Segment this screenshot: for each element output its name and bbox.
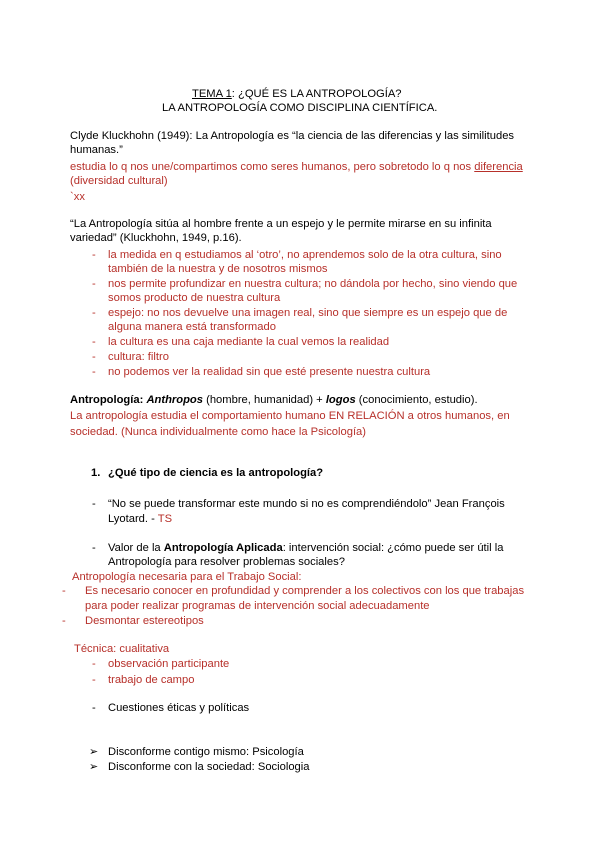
bullet-dash: - bbox=[92, 702, 96, 714]
espejo-bullet-1-line2: también de la nuestra y de nosotros mismos bbox=[108, 263, 328, 275]
kluckhohn-note-line2: (diversidad cultural) bbox=[70, 175, 168, 187]
aplicada-line2: Antropología para resolver problemas sociales? bbox=[108, 556, 345, 568]
espejo-bullet-5: cultura: filtro bbox=[108, 351, 169, 363]
lyotard-author: Lyotard. - bbox=[108, 513, 158, 525]
anthropos-meaning: (hombre, humanidad) + bbox=[203, 394, 326, 406]
ts-note: TS bbox=[157, 513, 173, 525]
bullet-dash: - bbox=[62, 615, 66, 627]
disconforme-item-1: Disconforme contigo mismo: Psicología bbox=[108, 746, 304, 758]
lyotard-quote-line1: “No se puede transformar este mundo si no es comprendiéndolo” Jean François bbox=[108, 498, 505, 510]
espejo-bullet-4: la cultura es una caja mediante la cual vemos la realidad bbox=[108, 336, 390, 348]
etimologia-line bbox=[70, 393, 478, 407]
logos-term: logos bbox=[325, 394, 356, 406]
kluckhohn-note-line1 bbox=[70, 160, 523, 174]
arrow-bullet-icon: ➢ bbox=[89, 746, 99, 758]
section-number: 1. bbox=[91, 467, 101, 479]
arrow-bullet-icon: ➢ bbox=[89, 761, 99, 773]
bullet-dash: - bbox=[92, 542, 96, 554]
anthropos-term: Anthropos bbox=[146, 394, 203, 406]
bullet-dash: - bbox=[92, 351, 96, 363]
aplicada-line1 bbox=[108, 541, 503, 555]
kluckhohn-quote-line2: humanas.” bbox=[70, 144, 123, 156]
bullet-dash: - bbox=[62, 585, 66, 597]
espejo-bullet-2-line2: somos producto de nuestra cultura bbox=[108, 292, 281, 304]
title-question: ¿QUÉ ES LA ANTROPOLOGÍA? bbox=[234, 88, 402, 100]
bullet-dash: - bbox=[92, 674, 96, 686]
trabajo-social-bullet-1-line1: Es necesario conocer en profundidad y comprender a los colectivos con los que trabajas bbox=[85, 585, 525, 597]
bullet-dash: - bbox=[92, 249, 96, 261]
lyotard-quote-line2 bbox=[108, 512, 172, 526]
espejo-bullet-1-line1: la medida en q estudiamos al ‘otro’, no aprendemos solo de la otra cultura, sino bbox=[108, 249, 502, 261]
bullet-dash: - bbox=[92, 658, 96, 670]
section-heading: ¿Qué tipo de ciencia es la antropología? bbox=[108, 467, 324, 479]
etimologia-label: Antropología: bbox=[70, 394, 147, 406]
tecnica-item-1: observación participante bbox=[108, 658, 230, 670]
trabajo-social-bullet-2: Desmontar estereotipos bbox=[85, 615, 204, 627]
eticas-item: Cuestiones éticas y políticas bbox=[108, 702, 250, 714]
espejo-bullet-3-line2: alguna manera está transformado bbox=[108, 321, 276, 333]
bullet-dash: - bbox=[92, 498, 96, 510]
etimologia-note-line2: sociedad. (Nunca individualmente como hace la Psicología) bbox=[70, 426, 367, 438]
tecnica-heading: Técnica: cualitativa bbox=[74, 643, 170, 655]
espejo-quote-line2: variedad” (Kluckhohn, 1949, p.16). bbox=[70, 232, 242, 244]
bullet-dash: - bbox=[92, 307, 96, 319]
aplicada-rest: : intervención social: ¿cómo puede ser útil la bbox=[282, 542, 504, 554]
tecnica-item-2: trabajo de campo bbox=[108, 674, 195, 686]
espejo-quote-line1: “La Antropología sitúa al hombre frente a un espejo y le permite mirarse en su infinita bbox=[70, 218, 492, 230]
espejo-bullet-2-line1: nos permite profundizar en nuestra cultura; no dándola por hecho, sino viendo que bbox=[108, 278, 518, 290]
aplicada-text: Valor de la bbox=[108, 542, 164, 554]
aplicada-term: Antropología Aplicada bbox=[163, 542, 283, 554]
note-text: estudia lo q nos une/compartimos como seres humanos, pero sobretodo lo q nos bbox=[70, 161, 475, 173]
tema-label: TEMA 1 bbox=[192, 88, 232, 100]
kluckhohn-quote-line1: Clyde Kluckhohn (1949): La Antropología es “la ciencia de las diferencias y las similitudes bbox=[70, 130, 515, 142]
trabajo-social-heading: Antropología necesaria para el Trabajo Social: bbox=[72, 571, 302, 583]
espejo-bullet-3-line1: espejo: no nos devuelve una imagen real, sino que siempre es un espejo que de bbox=[108, 307, 508, 319]
trabajo-social-bullet-1-line2: para poder realizar programas de intervención social adecuadamente bbox=[85, 600, 430, 612]
page-title bbox=[192, 87, 402, 101]
bullet-dash: - bbox=[92, 336, 96, 348]
disconforme-item-2: Disconforme con la sociedad: Sociologia bbox=[108, 761, 310, 773]
kluckhohn-note-line3: `xx bbox=[70, 191, 85, 203]
page-subtitle: LA ANTROPOLOGÍA COMO DISCIPLINA CIENTÍFICA. bbox=[162, 102, 438, 114]
etimologia-note-line1: La antropología estudia el comportamiento humano EN RELACIÓN a otros humanos, en bbox=[70, 410, 510, 422]
bullet-dash: - bbox=[92, 366, 96, 378]
bullet-dash: - bbox=[92, 278, 96, 290]
logos-meaning: (conocimiento, estudio). bbox=[355, 394, 478, 406]
note-underlined-word: diferencia bbox=[474, 161, 523, 173]
espejo-bullet-6: no podemos ver la realidad sin que esté presente nuestra cultura bbox=[108, 366, 431, 378]
title-colon: : bbox=[231, 88, 235, 100]
